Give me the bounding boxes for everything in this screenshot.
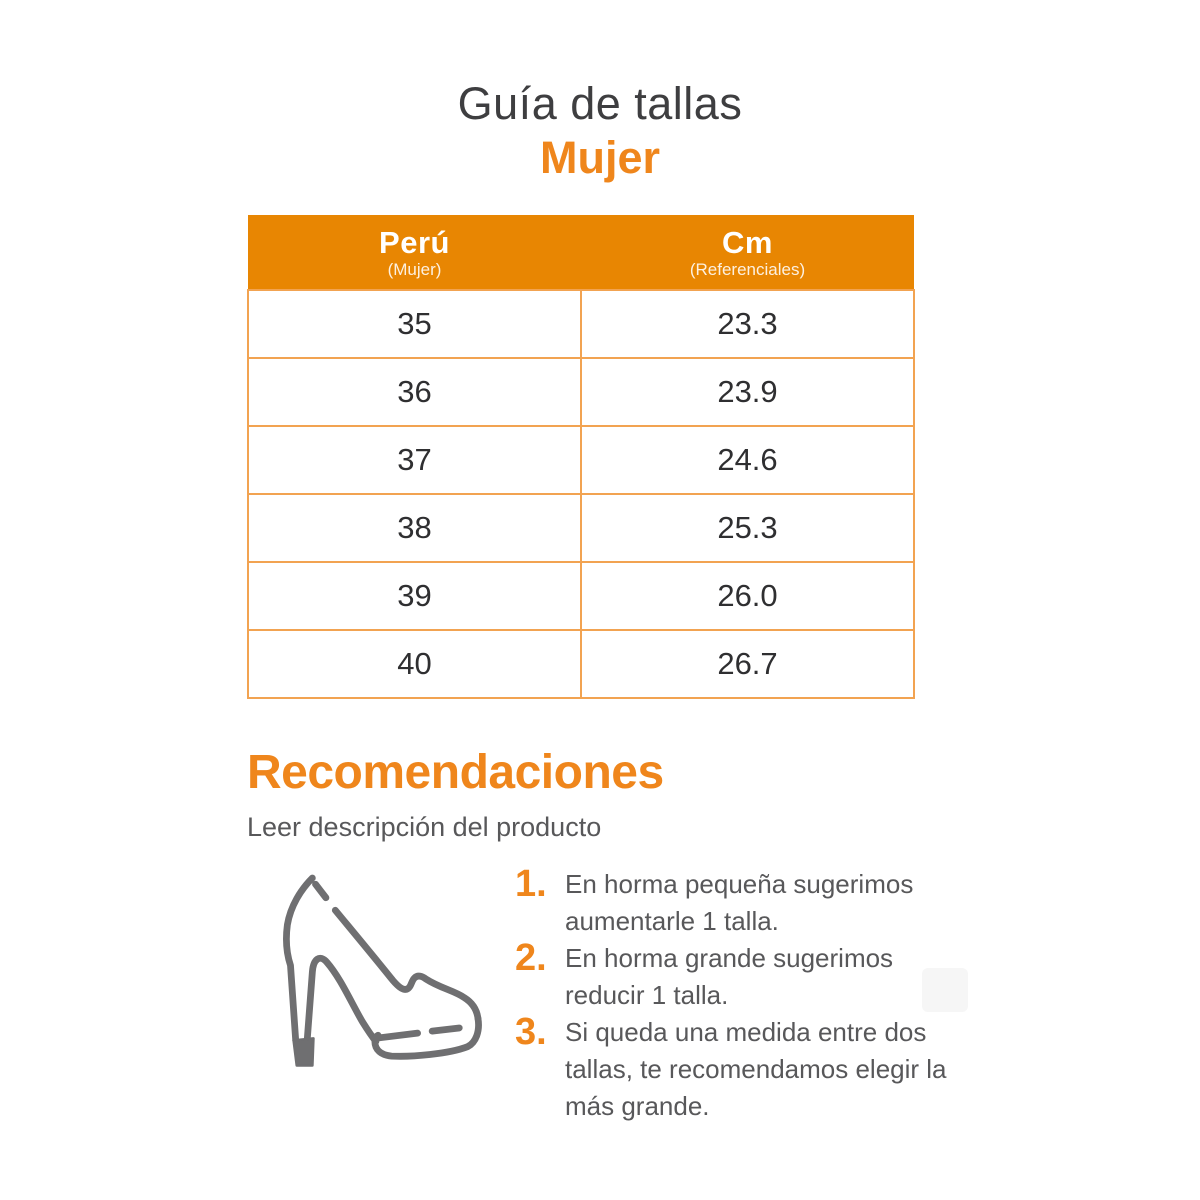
column-header-peru — [248, 215, 581, 290]
item-number: 2. — [515, 937, 547, 979]
recommendations-subtitle: Leer descripción del producto — [247, 812, 602, 842]
table-row — [248, 562, 914, 630]
size-cell-peru: 40 — [248, 630, 581, 698]
table-header-row — [248, 215, 914, 290]
table-row — [248, 426, 914, 494]
table-row — [248, 494, 914, 562]
table-row — [248, 630, 914, 698]
size-table — [247, 215, 915, 699]
recommendation-item — [515, 937, 985, 1014]
column-header-label: Cm — [722, 224, 773, 260]
recommendations-title: Recomendaciones — [247, 746, 664, 799]
column-header-sublabel: (Referenciales) — [689, 259, 806, 279]
recommendation-item — [515, 1011, 985, 1125]
column-header-label: Perú — [379, 224, 450, 260]
column-header-cm — [581, 215, 914, 290]
size-cell-peru: 35 — [248, 290, 581, 358]
size-cell-cm: 23.3 — [581, 290, 914, 358]
size-cell-cm: 25.3 — [581, 494, 914, 562]
size-cell-peru: 39 — [248, 562, 581, 630]
watermark-square — [922, 968, 968, 1012]
gender-subtitle: Mujer — [539, 132, 660, 183]
recommendation-item — [515, 863, 985, 940]
size-cell-peru: 38 — [248, 494, 581, 562]
size-cell-cm: 26.7 — [581, 630, 914, 698]
item-number: 3. — [515, 1011, 547, 1053]
size-cell-cm: 23.9 — [581, 358, 914, 426]
column-header-sublabel: (Mujer) — [387, 259, 442, 279]
size-cell-peru: 37 — [248, 426, 581, 494]
recommendations-section — [247, 745, 947, 843]
table-row — [248, 290, 914, 358]
size-cell-peru: 36 — [248, 358, 581, 426]
item-text: Si queda una medida entre dos tallas, te recomendamos elegir la más grande. — [565, 1017, 947, 1121]
high-heel-shoe-icon — [253, 854, 503, 1104]
item-text: En horma grande sugerimos reducir 1 talla. — [565, 943, 894, 1010]
item-number: 1. — [515, 863, 547, 905]
recommendations-list — [515, 863, 985, 1125]
table-row — [248, 358, 914, 426]
size-cell-cm: 26.0 — [581, 562, 914, 630]
size-cell-cm: 24.6 — [581, 426, 914, 494]
item-text: En horma pequeña sugerimos aumentarle 1 talla. — [565, 869, 914, 936]
page-title: Guía de tallas — [457, 78, 743, 129]
